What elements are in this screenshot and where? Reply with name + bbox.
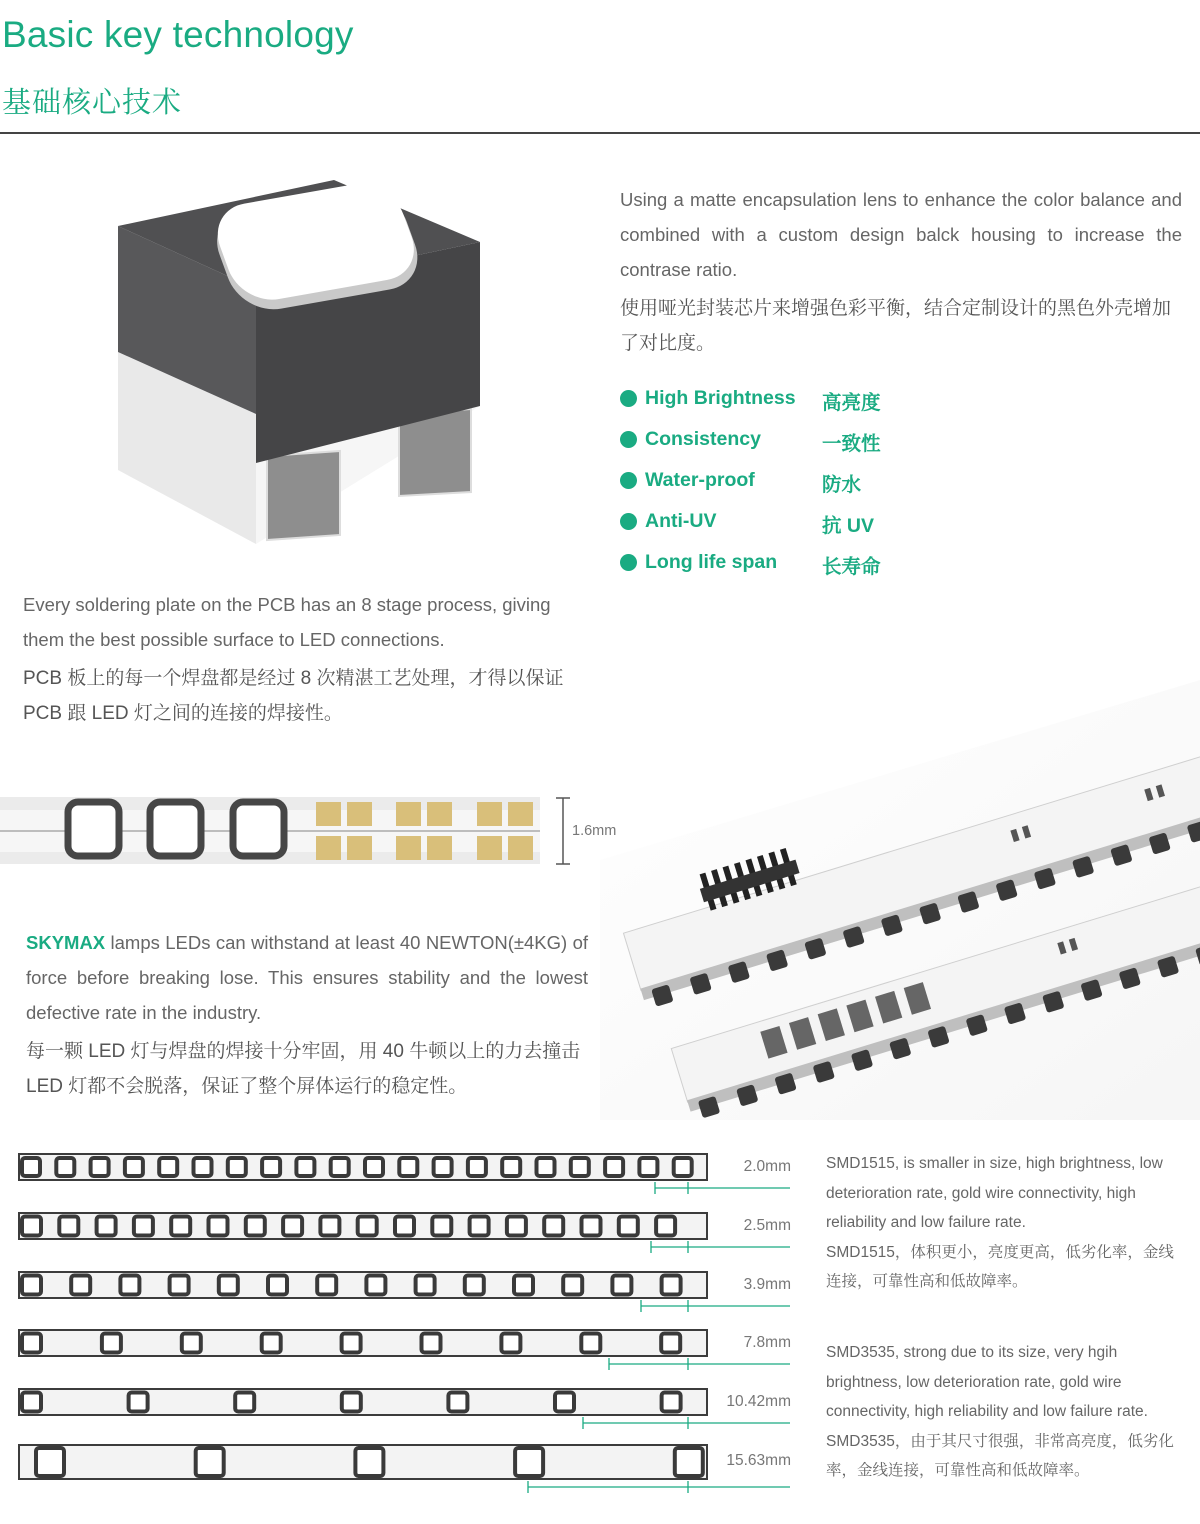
led-pixel <box>656 1217 675 1236</box>
led-pixel <box>317 1276 336 1295</box>
led-pixel <box>675 1448 703 1476</box>
led-pixel <box>661 1334 680 1353</box>
led-pixel <box>134 1217 153 1236</box>
led-pixel <box>355 1448 383 1476</box>
pcb-text-cn: PCB 板上的每一个焊盘都是经过 8 次精湛工艺处理，才得以保证 PCB 跟 LED 灯之间的连接的焊接性。 <box>23 668 564 724</box>
strength-text-cn: 每一颗 LED 灯与焊盘的焊接十分牢固，用 40 牛顿以上的力去撞击 LED 灯都不会脱落，保证了整个屏体运行的稳定性。 <box>26 1041 581 1097</box>
led-pixel <box>563 1276 582 1295</box>
pixel-pitch-diagram <box>0 1140 800 1524</box>
led-pixel <box>22 1158 40 1176</box>
led-pixel <box>228 1158 246 1176</box>
smd3535-text-cn: SMD3535，由于其尺寸很强，非常高亮度，低劣化率，金线连接，可靠性高和低故障率。 <box>826 1432 1174 1479</box>
led-pixel <box>320 1217 339 1236</box>
led-pixel <box>22 1334 41 1353</box>
led-cube-illustration <box>110 170 490 555</box>
bullet-icon <box>620 513 637 530</box>
led-pixel <box>171 1217 190 1236</box>
lens-description <box>620 182 1182 361</box>
led-pixel <box>283 1217 302 1236</box>
led-pixel <box>395 1217 414 1236</box>
led-pixel <box>97 1217 116 1236</box>
led-pixel <box>582 1217 601 1236</box>
bullet-icon <box>620 472 637 489</box>
smd3535-note <box>826 1338 1178 1486</box>
pitch-label: 10.42mm <box>726 1393 791 1410</box>
led-pixel <box>581 1334 600 1353</box>
led-pixel <box>674 1158 692 1176</box>
header-divider <box>0 132 1200 134</box>
bullet-icon <box>620 431 637 448</box>
led-pixel <box>399 1158 417 1176</box>
led-pixel <box>639 1158 657 1176</box>
led-pixel <box>605 1158 623 1176</box>
feature-item: Water-proof 防水 <box>620 465 1020 506</box>
pitch-label: 15.63mm <box>726 1452 791 1469</box>
led-pixel <box>662 1393 681 1412</box>
led-pixel <box>366 1276 385 1295</box>
led-pixel <box>194 1158 212 1176</box>
pitch-label: 2.0mm <box>743 1158 791 1175</box>
led-pixel <box>56 1158 74 1176</box>
bullet-icon <box>620 554 637 571</box>
pcb-cross-section <box>0 790 640 875</box>
pitch-label: 7.8mm <box>743 1334 791 1351</box>
led-pixel <box>235 1393 254 1412</box>
led-pixel <box>120 1276 139 1295</box>
feature-item: High Brightness 高亮度 <box>620 383 1020 424</box>
led-pixel <box>159 1158 177 1176</box>
led-pixel <box>468 1158 486 1176</box>
strength-text-en: SKYMAX lamps LEDs can withstand at least 40 NEWTON(±4KG) of force before breaking lose. This ensures stability and the lowest defective rate in the industry. <box>26 932 588 1023</box>
pcb-description <box>23 587 593 731</box>
smd1515-text-en: SMD1515, is smaller in size, high brightness, low deterioration rate, gold wire connectivity, high reliability and low failure rate. <box>826 1155 1163 1231</box>
led-pixel <box>331 1158 349 1176</box>
pcb-text-en: Every soldering plate on the PCB has an 8 stage process, giving them the best possible surface to LED connections. <box>23 594 551 650</box>
led-pixel <box>262 1158 280 1176</box>
feature-item: Anti-UV 抗 UV <box>620 506 1020 547</box>
led-pixel <box>22 1393 41 1412</box>
led-pixel <box>170 1276 189 1295</box>
smd3535-text-en: SMD3535, strong due to its size, very hgih brightness, low deterioration rate, gold wire connectivity, high reliability and low failure rate. <box>826 1344 1148 1420</box>
led-pixel <box>416 1276 435 1295</box>
led-pixel <box>502 1158 520 1176</box>
led-pixel <box>434 1158 452 1176</box>
strength-description <box>26 925 588 1104</box>
led-pixel <box>91 1158 109 1176</box>
page-title: Basic key technology <box>2 14 354 55</box>
led-pixel <box>125 1158 143 1176</box>
feature-item: Long life span 长寿命 <box>620 547 1020 588</box>
brand-name: SKYMAX <box>26 932 106 953</box>
feature-list <box>620 383 1020 588</box>
smd1515-note <box>826 1149 1178 1297</box>
led-pixel <box>182 1334 201 1353</box>
pcb-thickness-label: 1.6mm <box>572 823 617 839</box>
led-pixel <box>268 1276 287 1295</box>
led-pixel <box>342 1334 361 1353</box>
led-pixel <box>209 1217 228 1236</box>
pitch-label: 3.9mm <box>743 1276 791 1293</box>
lens-text-cn: 使用哑光封装芯片来增强色彩平衡，结合定制设计的黑色外壳增加了对比度。 <box>620 298 1172 354</box>
smd1515-text-cn: SMD1515，体积更小，亮度更高，低劣化率，金线连接，可靠性高和低故障率。 <box>826 1243 1174 1290</box>
pitch-label: 2.5mm <box>743 1217 791 1234</box>
led-pixel <box>196 1448 224 1476</box>
led-pixel <box>246 1217 265 1236</box>
led-pixel <box>515 1448 543 1476</box>
led-pixel <box>129 1393 148 1412</box>
led-pixel <box>219 1276 238 1295</box>
led-pixel <box>501 1334 520 1353</box>
led-pixel <box>514 1276 533 1295</box>
led-pixel <box>22 1276 41 1295</box>
led-pixel <box>59 1217 78 1236</box>
led-pixel <box>296 1158 314 1176</box>
feature-item: Consistency 一致性 <box>620 424 1020 465</box>
page-subtitle: 基础核心技术 <box>2 87 183 119</box>
bullet-icon <box>620 390 637 407</box>
lens-text-en: Using a matte encapsulation lens to enhance the color balance and combined with a custom design balck housing to increase the contrase ratio. <box>620 189 1182 280</box>
led-pixel <box>619 1217 638 1236</box>
led-pixel <box>22 1217 41 1236</box>
led-pixel <box>71 1276 90 1295</box>
led-pixel <box>507 1217 526 1236</box>
led-pixel <box>662 1276 681 1295</box>
led-pixel <box>342 1393 361 1412</box>
led-pixel <box>102 1334 121 1353</box>
led-pixel <box>422 1334 441 1353</box>
led-pixel <box>358 1217 377 1236</box>
led-pixel <box>432 1217 451 1236</box>
led-pixel <box>465 1276 484 1295</box>
led-pixel <box>36 1448 64 1476</box>
led-pixel <box>537 1158 555 1176</box>
led-strip-photo <box>600 680 1200 1120</box>
led-pixel <box>571 1158 589 1176</box>
led-pixel <box>262 1334 281 1353</box>
led-pixel <box>544 1217 563 1236</box>
led-pixel <box>470 1217 489 1236</box>
pitch-strip <box>19 1389 707 1415</box>
led-pixel <box>612 1276 631 1295</box>
led-pixel <box>448 1393 467 1412</box>
led-pixel <box>555 1393 574 1412</box>
led-pixel <box>365 1158 383 1176</box>
